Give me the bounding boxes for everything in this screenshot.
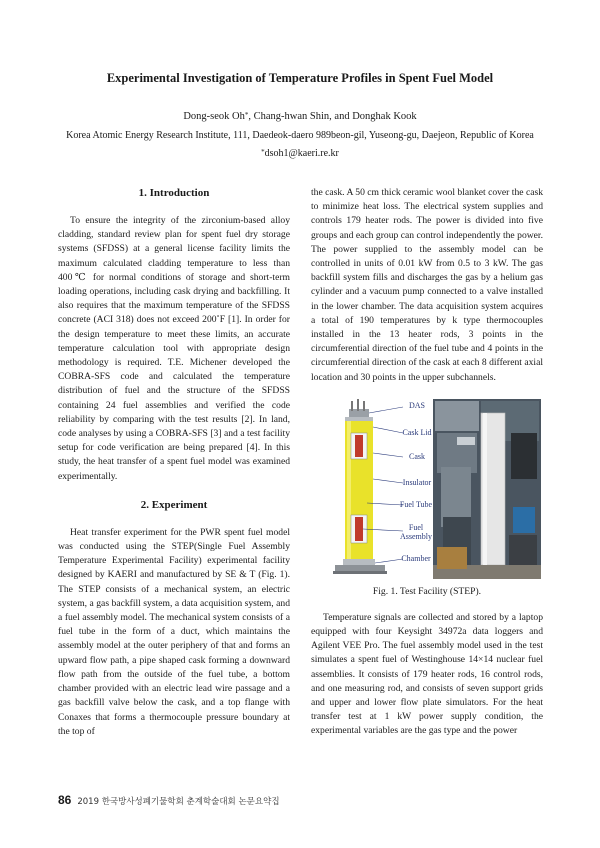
fuel-top-shape [355, 435, 363, 457]
label-cask: Cask [409, 451, 425, 461]
co-authors: , Chang-hwan Shin, and Donghak Kook [248, 111, 417, 122]
test-facility-figure [311, 397, 543, 583]
experiment-continued-paragraph: the cask. A 50 cm thick ceramic wool blanket cover the cask to minimize heat loss. The electrical system supplies and controls 179 heater rods. The power is divided into five groups and each group can control independently the power. The power supplied to the assembly model can be controlled in units of 0.01 kW from 0.5 to 3 kW. The gas backfill system fills and discharges the gas by a helium gas cylinder and a vacuum pump connected to a valve installed in the lower chamber. The data acquisition system acquires a total of 190 temperatures by k type thermocouples installed in the 13 heater rods, 3 points in the circumferential direction of the fuel tube and 4 points in the circumferential direction of the cask at each 8 different axial location and 30 points in the upper subchannels. [311, 187, 543, 383]
chamber-shape [343, 559, 375, 565]
author-line [40, 110, 560, 124]
experiment-paragraph: Heat transfer experiment for the PWR spent fuel model was conducted using the STEP(Single Fuel Assembly Temperature Experimental Facility) experimental facility designed by KAERI and manufactured by SE & T (Fig. 1). The STEP consists of a mechanical system, an electric system, a gas backfill system, a data acquisition system, and a fuel assembly model. The mechanical system consists of a fuel tube in the form of a duct, which maintains the assembly model at the outer periphery of that and forms an upward flow path, a pipe shaped cask forming a downward flow path from the outside of the fuel tube, a bottom chamber provided with an electric lead wire passage and a gas backfill valve below the cask, and a top flange with Conaxes that forms a thermocouple pressure boundary at the top of [58, 526, 290, 737]
email-address: dsoh1@kaeri.re.kr [264, 148, 339, 159]
contact-email [40, 147, 560, 161]
data-acquisition-paragraph: Temperature signals are collected and stored by a laptop equipped with four Keysight 34972a data loggers and Agilent VEE Pro. The fuel assembly model used in the test simulates a spent fuel of Westinghouse 14×14 nuclear fuel assemblies. It consists of 179 heater rods, 16 control rods, and one measuring rod, and consists of seven support grids and upper and lower flow plate simulators. For the heat transfer test at 1 kW power supply condition, the experimental variables are the gas type and the power [311, 611, 543, 737]
corresponding-mark: * [244, 111, 249, 119]
label-das: DAS [408, 400, 425, 410]
first-author: Dong-seok Oh [183, 111, 245, 122]
proceedings-title: 2019 한국방사성폐기물학회 춘계학술대회 논문요약집 [77, 797, 280, 807]
label-chamber: Chamber [401, 553, 431, 563]
label-fuel-assembly: Fuel Assembly [400, 522, 432, 541]
section-heading-introduction: 1. Introduction [138, 187, 210, 199]
email-mark: * [261, 148, 265, 156]
page-footer [58, 793, 280, 807]
introduction-paragraph: To ensure the integrity of the zirconium-based alloy cladding, standard review plan for spent fuel dry storage systems (SFDSS) at a general license facility limits the maximum calculated cladding temperature to less than 400℃ for normal conditions of storage and short-term loading operations, including cask drying and backfilling. It also requires that the maximum temperature of the SFDSS concrete (ACI 318) does not exceed 200˚F [1]. In order for the design temperature to meet these limits, an accurate temperature calculation tool with appropriate design methodology is required. T.E. Michener developed the COBRA-SFS code and calculated the temperature distribution of fuel and the structure of the SFDSS containing 24 fuel assemblies and verified the code reliability by comparing with the test results [2]. In land, code analyses by using a COBRA-SFS [3] and a test facility setup for code verification are being prepared [4]. In this study, the heat transfer of a spent fuel model was examined experimentally. [58, 215, 290, 482]
label-fuel-tube: Fuel Tube [399, 499, 433, 509]
label-cask-lid: Cask Lid [402, 427, 432, 437]
figure-caption: Fig. 1. Test Facility (STEP). [372, 585, 482, 597]
fuel-bottom-shape [355, 517, 363, 541]
page-number: 86 [58, 793, 72, 807]
right-column [311, 186, 543, 739]
left-column [58, 186, 290, 739]
affiliation: Korea Atomic Energy Research Institute, 111, Daedeok-daero 989beon-gil, Yuseong-gu, Daejeon, Republic of Korea [66, 130, 534, 141]
label-insulator: Insulator [402, 477, 432, 487]
section-heading-experiment: 2. Experiment [140, 498, 208, 511]
paper-title: Experimental Investigation of Temperature Profiles in Spent Fuel Model [106, 71, 494, 85]
